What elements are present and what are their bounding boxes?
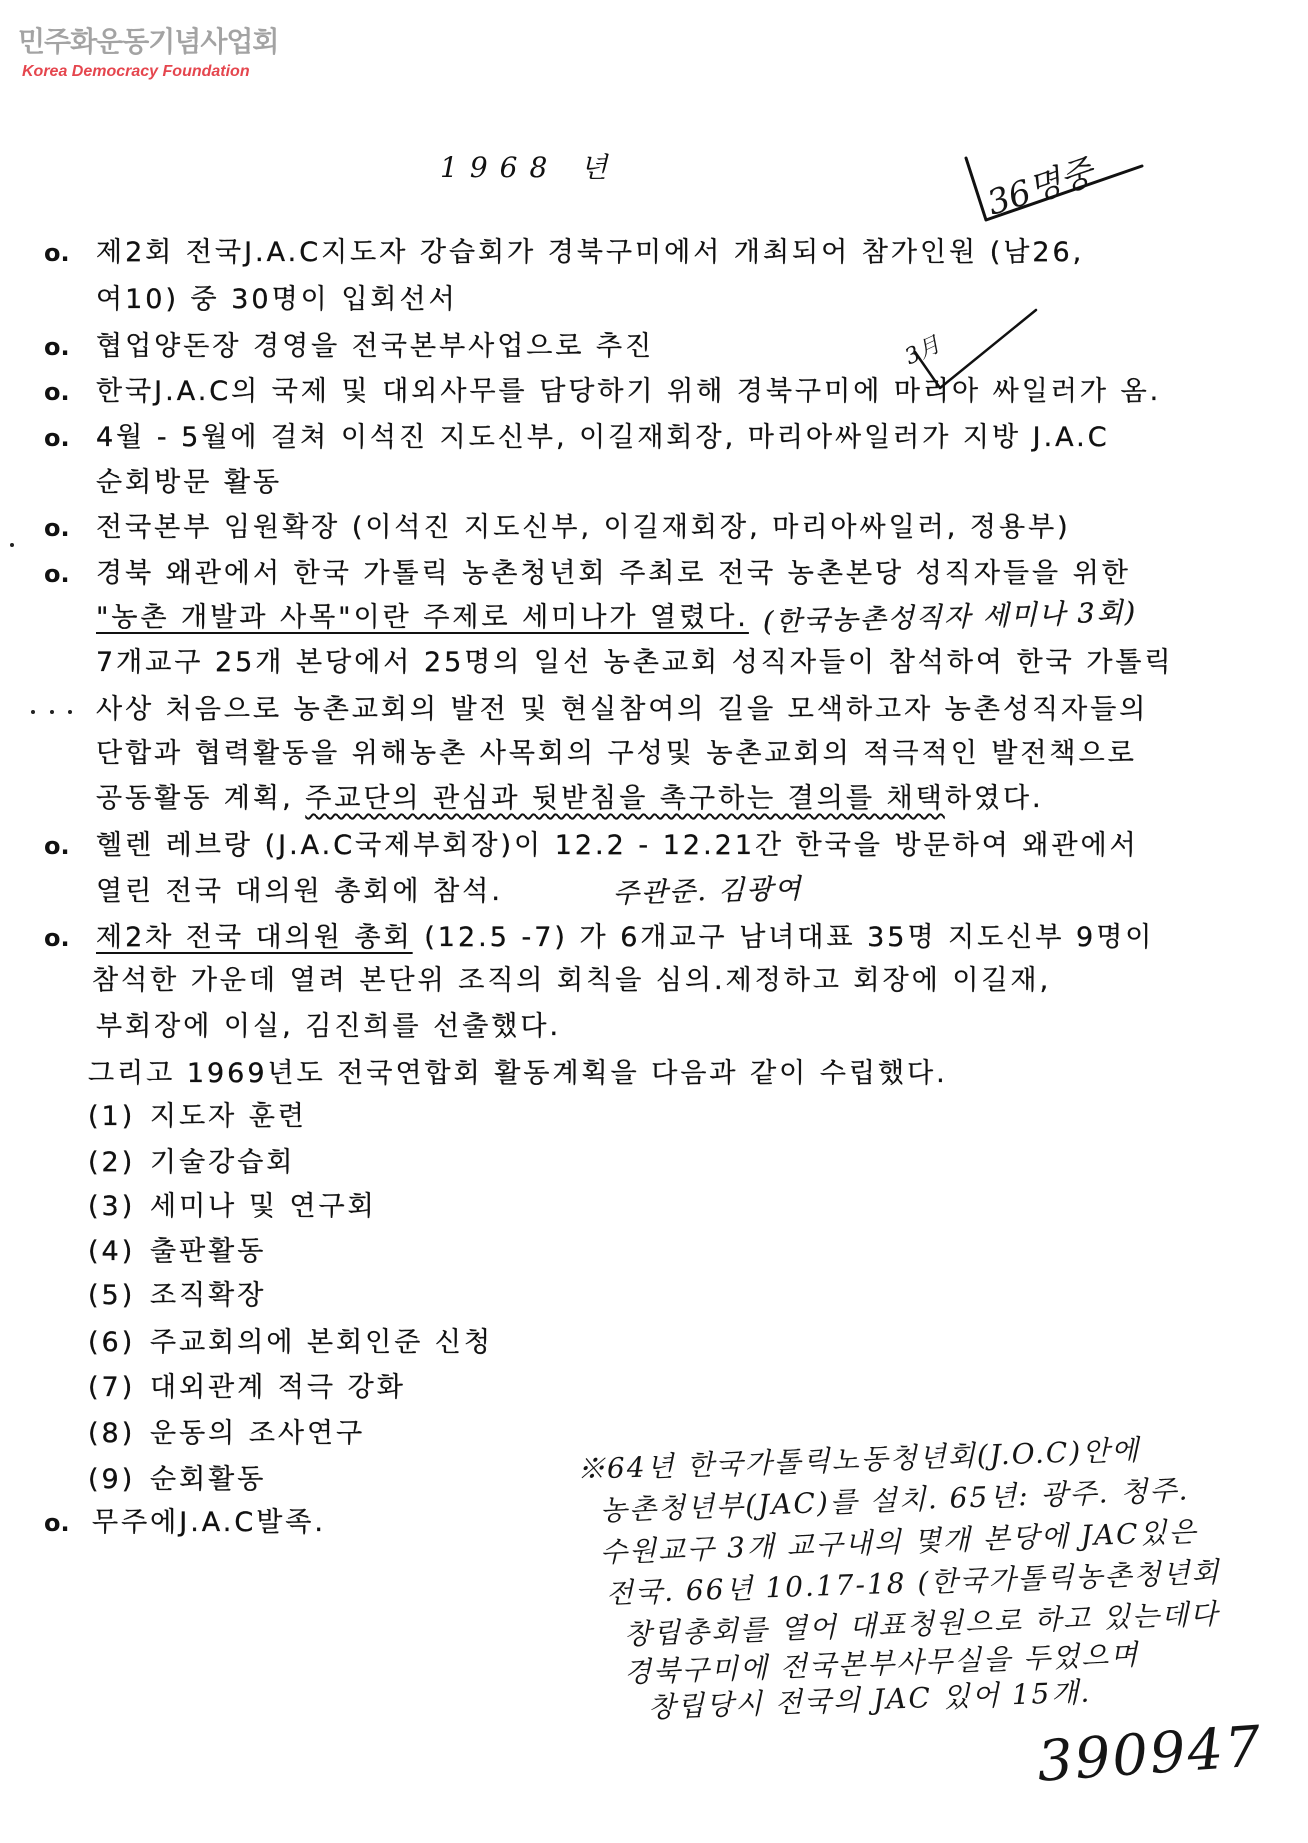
doc-line: 참석한 가운데 열려 본단위 조직의 회칙을 심의.제정하고 회장에 이길재, xyxy=(92,965,1052,996)
doc-line: 한국J.A.C의 국제 및 대외사무를 담당하기 위해 경북구미에 마리아 싸일러가 옴. xyxy=(96,376,1162,407)
handwritten-note-line: 농촌청년부(JAC)를 설치. 65년: 광주. 청주. xyxy=(599,1473,1190,1527)
plan-number: (9) xyxy=(88,1464,136,1495)
doc-line: 여10) 중 30명이 입회선서 xyxy=(96,284,458,315)
doc-line: 순회방문 활동 xyxy=(96,467,283,498)
document-title: 1968 년 xyxy=(440,151,620,184)
plan-number: (6) xyxy=(88,1327,136,1358)
doc-line xyxy=(96,874,803,910)
handwritten-archive-number: 390947 xyxy=(1035,1714,1265,1795)
doc-line xyxy=(96,781,1044,817)
plan-label: 대외관계 적극 강화 xyxy=(150,1372,406,1403)
doc-line xyxy=(96,597,1138,638)
doc-line xyxy=(96,920,1154,956)
handwritten-note-line: ※64년 한국가톨릭노동청년회(J.O.C)안에 xyxy=(576,1433,1141,1486)
plan-label: 지도자 훈련 xyxy=(150,1101,307,1132)
wavy-underlined-text: 주교단의 관심과 뒷받침을 촉구하는 결의를 채택 xyxy=(305,783,945,814)
handwritten-names: 주관준. 김광여 xyxy=(612,873,803,910)
bullet-marker: o. xyxy=(44,333,70,361)
doc-line: 경북 왜관에서 한국 가톨릭 농촌청년회 주최로 전국 농촌본당 성직자들을 위한 xyxy=(96,558,1131,589)
stray-mark xyxy=(31,710,35,714)
bullet-marker: o. xyxy=(44,378,70,406)
stray-mark xyxy=(10,543,14,547)
plan-number: (3) xyxy=(88,1191,136,1222)
doc-line: 제2회 전국J.A.C지도자 강습회가 경북구미에서 개최되어 참가인원 (남26, xyxy=(96,237,1085,268)
plan-number: (8) xyxy=(88,1418,136,1449)
doc-line: 7개교구 25개 본당에서 25명의 일선 농촌교회 성직자들이 참석하여 한국 가톨릭 xyxy=(96,647,1174,678)
line-text: 열린 전국 대의원 총회에 참석. xyxy=(96,876,503,907)
doc-line: 단합과 협력활동을 위해농촌 사목회의 구성및 농촌교회의 적극적인 발전책으로 xyxy=(96,738,1137,769)
plan-label: 주교회의에 본회인준 신청 xyxy=(150,1327,494,1358)
handwritten-note-line: 창립총회를 열어 대표청원으로 하고 있는데다 xyxy=(623,1597,1220,1651)
handwritten-note-line: 창립당시 전국의 JAC 있어 15개. xyxy=(647,1675,1092,1724)
plan-number: (5) xyxy=(88,1280,136,1311)
line-text: 공동활동 계획, xyxy=(96,783,306,814)
handwritten-annotation-count: 36명중 xyxy=(982,151,1099,224)
doc-line: 헬렌 레브랑 (J.A.C국제부회장)이 12.2 - 12.21간 한국을 방문하여 왜관에서 xyxy=(96,830,1139,861)
doc-line: 부회장에 이실, 김진희를 선출했다. xyxy=(96,1011,562,1042)
stray-mark xyxy=(50,710,54,714)
doc-line: 협업양돈장 경영을 전국본부사업으로 추진 xyxy=(96,331,655,362)
line-text: (12.5 -7) 가 6개교구 남녀대표 35명 지도신부 9명이 xyxy=(412,922,1155,953)
handwritten-annotation-month: 3月 xyxy=(901,332,945,371)
bullet-marker: o. xyxy=(44,1509,70,1537)
bullet-marker: o. xyxy=(44,239,70,267)
plan-label: 조직확장 xyxy=(150,1280,267,1311)
handwritten-note-inline: (한국농촌성직자 세미나 3회) xyxy=(762,597,1138,638)
handwritten-note-line: 수원교구 3개 교구내의 몇개 본당에 JAC있은 xyxy=(599,1515,1199,1569)
bullet-marker: o. xyxy=(44,560,70,588)
plan-label: 순회활동 xyxy=(150,1464,267,1495)
plan-label: 운동의 조사연구 xyxy=(150,1418,366,1449)
plan-label: 기술강습회 xyxy=(150,1147,296,1178)
plan-label: 세미나 및 연구회 xyxy=(150,1191,377,1222)
doc-line: 사상 처음으로 농촌교회의 발전 및 현실참여의 길을 모색하고자 농촌성직자들의 xyxy=(96,694,1149,725)
handwritten-note-line: 경북구미에 전국본부사무실을 두었으며 xyxy=(623,1638,1140,1689)
bullet-marker: o. xyxy=(44,924,70,952)
doc-line: 전국본부 임원확장 (이석진 지도신부, 이길재회장, 마리아싸일러, 정용부) xyxy=(96,512,1071,543)
bullet-marker: o. xyxy=(44,832,70,860)
plan-number: (1) xyxy=(88,1101,136,1132)
underlined-text: 제2차 전국 대의원 총회 xyxy=(96,922,413,953)
plan-number: (7) xyxy=(88,1372,136,1403)
logo-korean: 민주화운동기념사업회 xyxy=(18,25,279,58)
plan-label: 출판활동 xyxy=(150,1236,267,1267)
doc-line: 그리고 1969년도 전국연합회 활동계획을 다음과 같이 수립했다. xyxy=(88,1058,948,1089)
doc-line: 4월 - 5월에 걸쳐 이석진 지도신부, 이길재회장, 마리아싸일러가 지방 J.A.C xyxy=(96,422,1110,453)
handwritten-note-line: 전국. 66년 10.17-18 (한국가톨릭농촌청년회 xyxy=(605,1555,1222,1610)
bullet-marker: o. xyxy=(44,424,70,452)
stray-mark xyxy=(68,710,72,714)
doc-line: 무주에J.A.C발족. xyxy=(92,1507,326,1538)
logo-english: Korea Democracy Foundation xyxy=(22,63,250,80)
line-text: 하였다. xyxy=(944,783,1044,814)
bullet-marker: o. xyxy=(44,514,70,542)
plan-number: (4) xyxy=(88,1236,136,1267)
plan-number: (2) xyxy=(88,1147,136,1178)
underlined-text: "농촌 개발과 사목"이란 주제로 세미나가 열렸다. xyxy=(96,602,749,633)
